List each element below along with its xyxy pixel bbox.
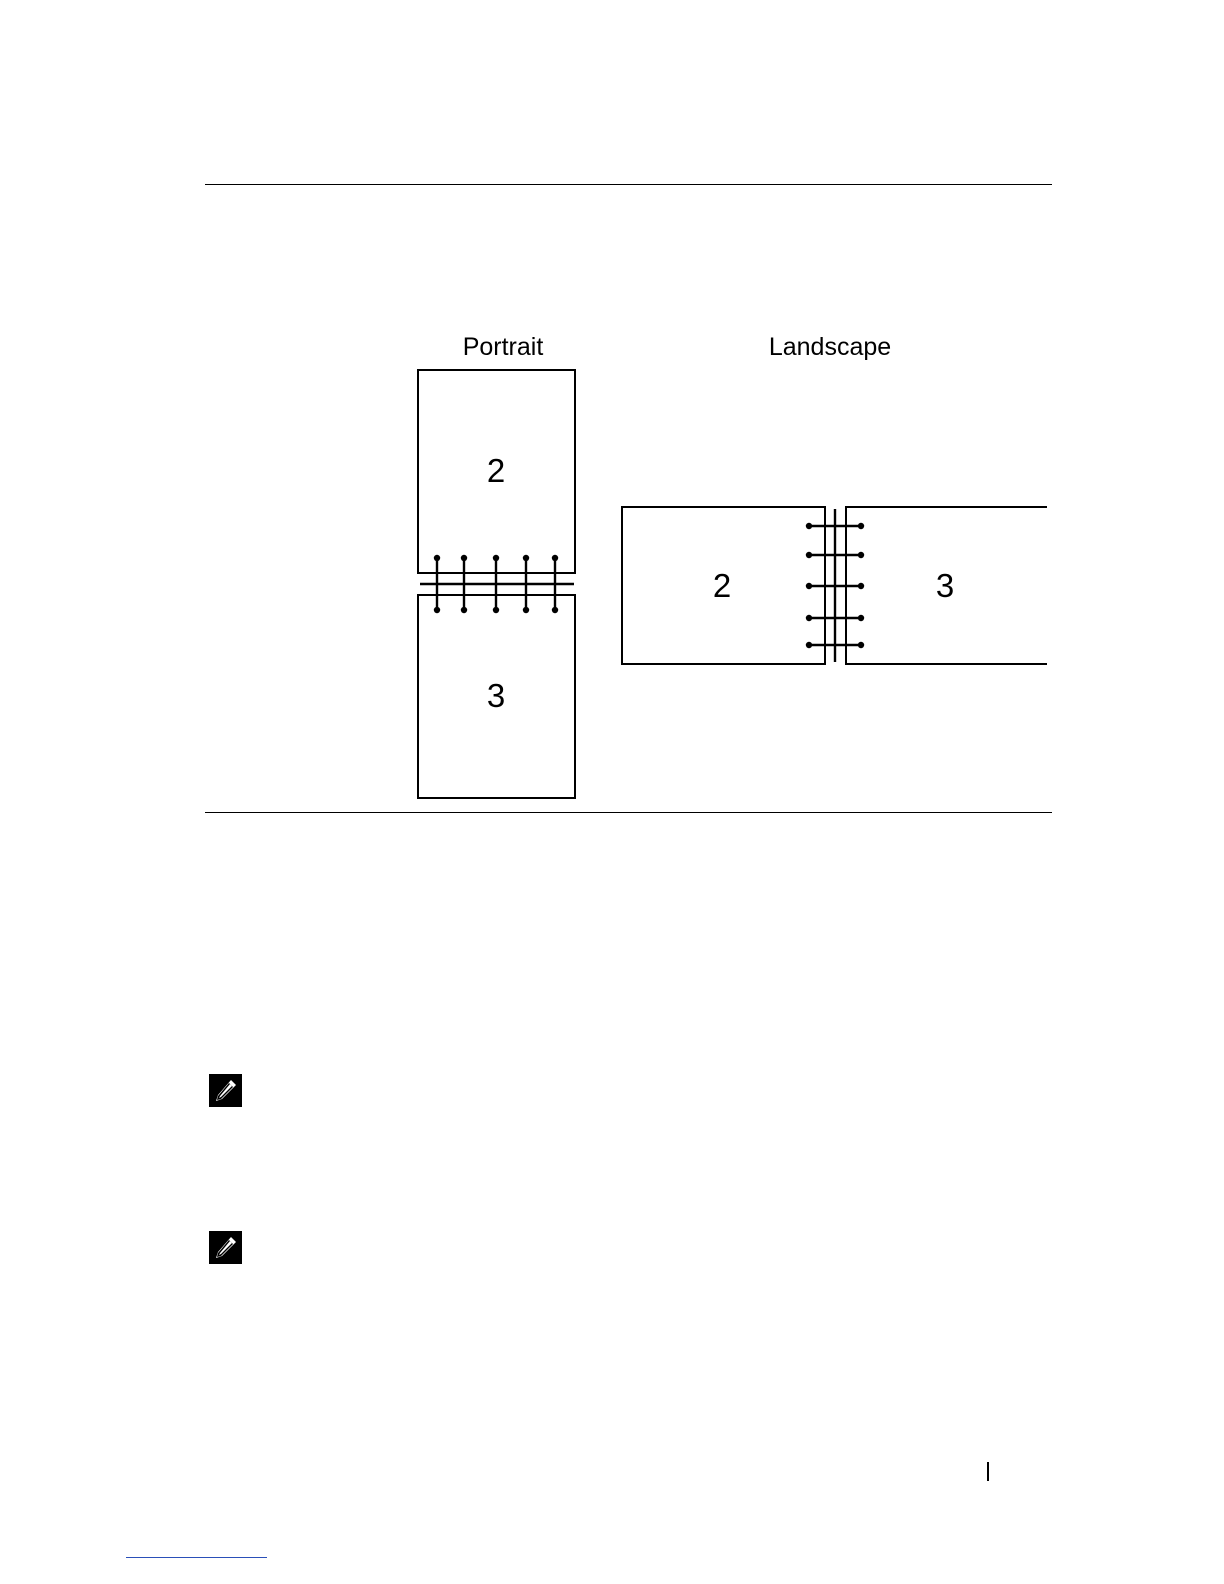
landscape-page-2-number: 2 bbox=[712, 567, 732, 604]
portrait-ring-hole bbox=[493, 607, 499, 613]
page-footer-divider bbox=[987, 1462, 989, 1481]
footer-link-underline[interactable] bbox=[126, 1557, 267, 1558]
portrait-ring-hole bbox=[552, 555, 558, 561]
landscape-label: Landscape bbox=[768, 333, 892, 361]
portrait-ring-hole bbox=[434, 607, 440, 613]
portrait-ring-hole bbox=[461, 555, 467, 561]
note-icon-2 bbox=[209, 1231, 242, 1264]
portrait-ring-hole bbox=[523, 555, 529, 561]
landscape-ring-hole bbox=[858, 583, 864, 589]
landscape-page-3-number: 3 bbox=[935, 567, 955, 604]
landscape-ring-hole bbox=[806, 523, 812, 529]
portrait-page-2-number: 2 bbox=[486, 452, 506, 489]
note-icon bbox=[209, 1074, 242, 1107]
landscape-ring-hole bbox=[858, 615, 864, 621]
portrait-ring-hole bbox=[434, 555, 440, 561]
landscape-ring-hole bbox=[806, 642, 812, 648]
landscape-ring-hole bbox=[806, 552, 812, 558]
portrait-ring-hole bbox=[552, 607, 558, 613]
landscape-ring-hole bbox=[806, 583, 812, 589]
portrait-page-3-number: 3 bbox=[486, 677, 506, 714]
portrait-ring-hole bbox=[523, 607, 529, 613]
bottom-rule bbox=[205, 812, 1052, 813]
portrait-label: Portrait bbox=[462, 333, 544, 361]
portrait-ring-hole bbox=[493, 555, 499, 561]
landscape-ring-hole bbox=[858, 523, 864, 529]
landscape-ring-hole bbox=[858, 552, 864, 558]
portrait-ring-hole bbox=[461, 607, 467, 613]
landscape-ring-hole bbox=[858, 642, 864, 648]
landscape-ring-hole bbox=[806, 615, 812, 621]
